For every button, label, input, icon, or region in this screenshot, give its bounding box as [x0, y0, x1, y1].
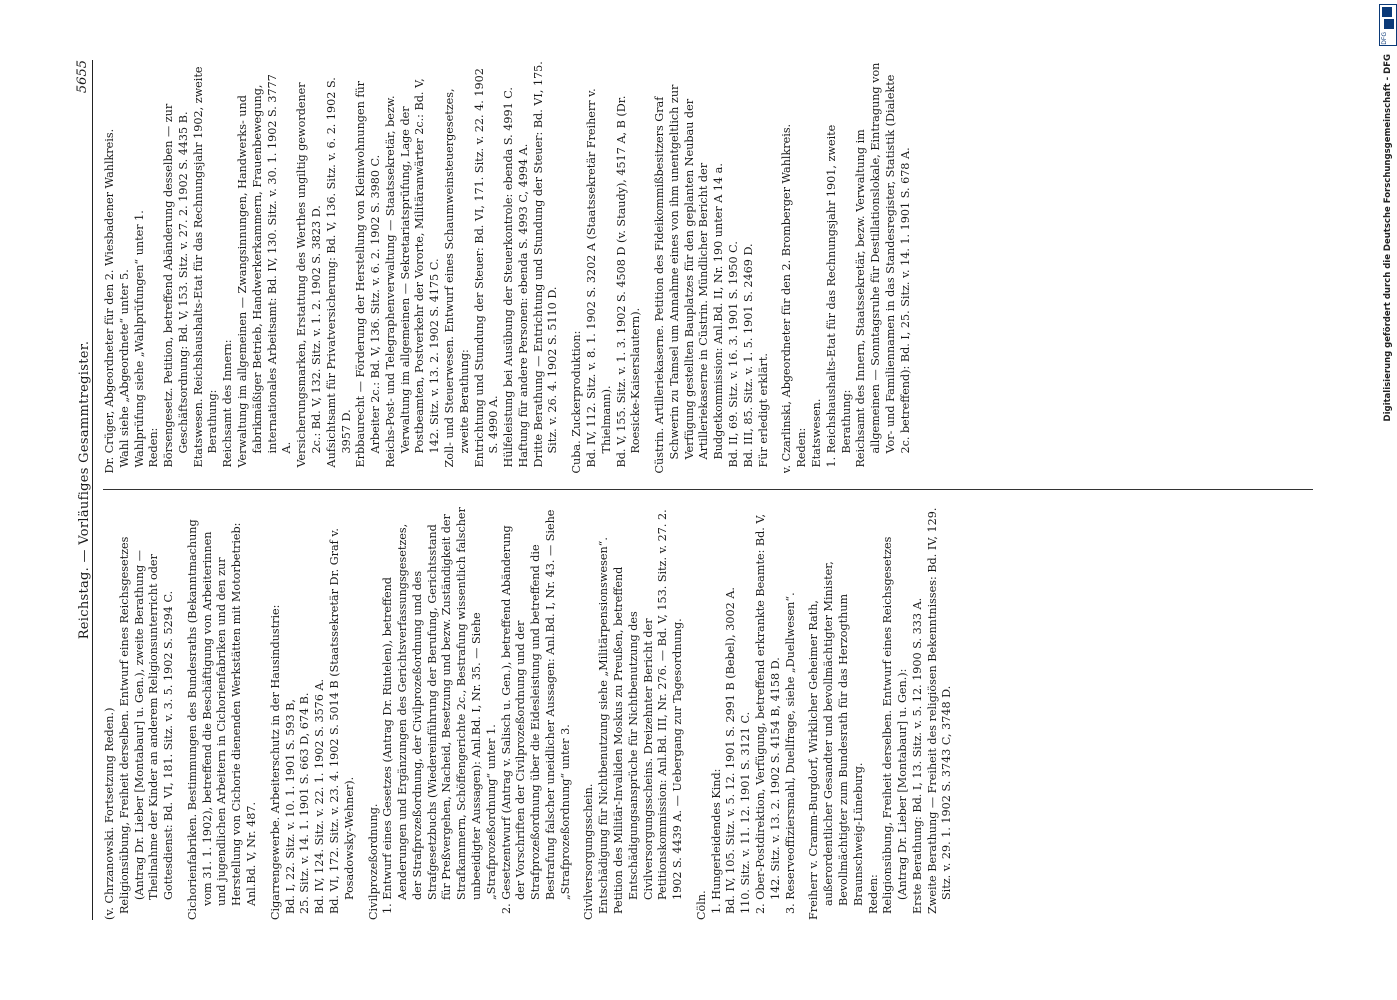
entry-line: Bd. I, 22. Sitz. v. 10. 1. 1901 S. 593 B,: [283, 699, 297, 914]
entry-line: Bd. V, 155. Sitz. v. 1. 3. 1902 S. 4508 D (v. Staudy), 4517 A, B (Dr. Roesicke-Kaiserslautern).: [614, 95, 643, 468]
entry-line: Reden:: [147, 427, 161, 468]
page-header: [70, 60, 93, 920]
entry-line: Reden:: [866, 874, 880, 914]
entry-line: Bd. IV, 112. Sitz. v. 8. 1. 1902 S. 3202 A (Staatssekretär Freiherr v. Thielmann).: [585, 88, 613, 468]
entry-heading-line: (v. Chrzanowski. Fortsetzung Reden.): [103, 707, 116, 920]
entry-line: Bd. IV, 124. Sitz. v. 22. 1. 1902 S. 3576 A.: [313, 678, 327, 914]
page-number: 5655: [75, 60, 90, 94]
entry-line: Für erledigt erklärt.: [756, 353, 770, 468]
entry-line: Religionsübung, Freiheit derselben. Entwurf eines Reichsgesetzes (Antrag Dr. Lieber [Montabaur] u. Gen.), zweite Berathung — Theilnahme der Kinder an anderem Religionsunterricht oder Gottesdienst: Bd. VI, 181. Sitz. v. 3. 5. 1902 S. 5294 C.: [117, 536, 176, 914]
dfg-credit-text: Digitalisierung gefördert durch die Deutsche Forschungsgemeinschaft - DFG: [1383, 54, 1393, 422]
entry-line: 3. Reserveoffiziersmahl, Duellfrage, siehe „Duellwesen“.: [783, 592, 797, 914]
entry-line: Verwaltung im allgemeinen — Zwangsinnungen, Handwerks- und fabrikmäßiger Betrieb, Handwerkerkammern, Frauenbewegung, internationales Arbeitsamt: Bd. IV, 130. Sitz. v. 30. 1. 1902 S. 3777 A.: [236, 74, 294, 468]
entry-line: Bd. III, 85. Sitz. v. 1. 5. 1901 S. 2469 D.: [741, 243, 755, 468]
entry-heading-line: Cichorienfabriken. Bestimmungen des Bundesraths (Bekanntmachung vom 31. 1. 1902), betreffend die Beschäftigung von Arbeiterinnen und jugendlichen Arbeitern in Cichorienfabriken und den zur Herstellung von Cichorie dienenden Werkstätten mit Motorbetrieb: Anl.Bd. V, Nr. 487.: [185, 519, 259, 920]
entry-line: Börsengesetz. Petition, betreffend Abänderung desselben — zur Geschäftsordnung: Bd. V, 153. Sitz. v. 27. 2. 1902 S. 4435 B.: [162, 103, 190, 468]
entry-line: Zoll- und Steuerwesen. Entwurf eines Schaumweinsteuergesetzes, zweite Berathung:: [442, 88, 471, 468]
dfg-logo-text: DFG: [1381, 32, 1388, 45]
entry-line: 2. Ober-Postdirektion, Verfügung, betreffend erkrankte Beamte: Bd. V, 142. Sitz. v. 13. 2. 1902 S. 4154 B, 4158 D.: [754, 513, 782, 914]
entry-line: Bd. IV, 105. Sitz. v. 5. 12. 1901 S. 2991 B (Bebel), 3002 A.: [724, 587, 738, 914]
register-entry: [653, 60, 771, 474]
register-entry: [780, 60, 913, 474]
register-entry: [570, 60, 644, 474]
entry-line: Petition des Militär-Invaliden Moskus zu Preußen, betreffend Entschädigungsansprüche für Nichtbenutzung des Civilversorgungsscheins. Dreizehnter Bericht der Petitionskommission: Anl.Bd. III, Nr. 276. — Bd. V, 153. Sitz. v. 27. 2. 1902 S. 4439 A. — Uebergang zur Tagesordnung.: [612, 509, 685, 914]
entry-line: Religionsübung, Freiheit derselben. Entwurf eines Reichsgesetzes (Antrag Dr. Lieber [Montabaur] u. Gen.):: [881, 536, 910, 914]
entry-line: Entrichtung und Stundung der Steuer: Bd. VI, 171. Sitz. v. 22. 4. 1902 S. 4990 A.: [472, 68, 501, 468]
register-entry: [269, 507, 358, 921]
entry-line: Hülfeleistung bei Ausübung der Steuerkontrole: ebenda S. 4991 C.: [502, 87, 516, 468]
entry-line: 1. Entwurf eines Gesetzes (Antrag Dr. Rintelen), betreffend Aenderungen und Ergänzungen des Gerichtsverfassungsgesetzes, der Strafprozeßordnung, der Civilprozeßordnung und des Strafgesetzbuchs (Wiedereinführung der Berufung, Gerichtsstand für Preßvergehen, Nacheid, Besetzung und bezw. Zuständigkeit der Strafkammern, Schöffengerichte 2c., Bestrafung wissentlich falscher unbeeidigter Aussagen): Anl.Bd. I, Nr. 35. — Siehe „Strafprozeßordnung“ unter 1.: [381, 507, 498, 914]
entry-line: Erste Berathung: Bd. I, 13. Sitz. v. 5. 12. 1900 S. 333 A.: [910, 597, 924, 914]
entry-line: 110. Sitz. v. 11. 12. 1901 S. 3121 C.: [739, 711, 753, 914]
entry-heading-line: Cöln.: [694, 890, 708, 920]
entry-line: Reden:: [795, 427, 809, 468]
entry-heading-line: Cüstrin. Artilleriekaserne. Petition des Fideikommißbesitzers Graf Schwerin zu Tamsel um Annahme eines von ihm unentgeltlich zur Verfügung gestellten Bauplatzes für den geplanten Neubau der Artilleriekaserne in Cüstrin. Mündlicher Bericht der Budgetkommission: Anl.Bd. II, Nr. 190 unter A 14 a.: [653, 84, 726, 474]
dfg-logo-block: [1384, 19, 1394, 29]
entry-heading-line: Dr. Crüger, Abgeordneter für den 2. Wiesbadener Wahlkreis.: [103, 128, 116, 474]
entry-line: Dritte Berathung — Entrichtung und Stundung der Steuer: Bd. VI, 175. Sitz. v. 26. 4. 1902 S. 5110 D.: [531, 61, 560, 468]
entry-line: 25. Sitz. v. 14. 1. 1901 S. 663 D, 674 B.: [298, 692, 312, 914]
text-columns: [103, 60, 1313, 920]
dfg-logo-block: [1382, 7, 1392, 17]
entry-line: Bd. VI, 172. Sitz. v. 23. 4. 1902 S. 5014 B (Staatssekretär Dr. Graf v. Posadowsky-Wehner).: [327, 528, 356, 914]
entry-line: 1. Hungerleidendes Kind:: [709, 768, 723, 914]
entry-line: Entschädigung für Nichtbenutzung siehe „Militärpensionswesen“.: [597, 537, 611, 914]
entry-line: Haftung für andere Personen: ebenda S. 4993 C, 4994 A.: [516, 143, 530, 468]
entry-line: Reichsamt des Innern:: [221, 339, 235, 468]
column-divider: [103, 490, 1313, 491]
entry-line: Wahlprüfung siehe „Wahlprüfungen“ unter 1.: [132, 210, 146, 468]
dfg-sidebar: [1379, 0, 1397, 1000]
entry-line: Etatswesen. Reichshaushalts-Etat für das Rechnungsjahr 1902, zweite Berathung:: [191, 66, 220, 468]
entry-line: Aufsichtsamt für Privatversicherung: Bd. V, 136. Sitz. v. 6. 2. 1902 S. 3957 D.: [324, 77, 353, 468]
entry-line: Reichsamt des Innern, Staatssekretär, bezw. Verwaltung im allgemeinen — Sonntagsruhe für Destillationslokale, Eintragung von Vor- und Familiennamen in das Standesregister, Statistik (Dialekte 2c. betreffend): Bd. I, 25. Sitz. v. 14. 1. 1901 S. 678 A.: [854, 62, 912, 468]
entry-heading-line: Cigarrengewerbe. Arbeiterschutz in der Hausindustrie:: [268, 604, 282, 920]
entry-line: 1. Reichshaushalts-Etat für das Rechnungsjahr 1901, zweite Berathung:: [824, 124, 853, 468]
entry-heading-line: Freiherr v. Cramm-Burgdorf, Wirklicher Geheimer Rath, außerordentlicher Gesandter und bevollmächtigter Minister, Bevollmächtigter zum Bundesrath für das Herzogthum Braunschweig-Lüneburg.: [807, 561, 865, 920]
entry-heading-line: Civilprozeßordnung.: [366, 803, 380, 920]
entry-line: Etatswesen.: [809, 398, 823, 468]
register-entry: [103, 507, 177, 921]
right-column: [103, 60, 1313, 474]
entry-line: Versicherungsmarken, Erstattung des Werthes ungiltig gewordener 2c.: Bd. V, 132. Sitz. v. 1. 2. 1902 S. 3823 D.: [295, 82, 323, 468]
entry-heading-line: Civilversorgungsschein.: [582, 783, 596, 920]
register-entry: [695, 507, 798, 921]
entry-line: Zweite Berathung — Freiheit des religiösen Bekenntnisses: Bd. IV, 129. Sitz. v. 29. 1. 1902 S. 3743 C, 3748 D.: [925, 507, 954, 914]
entry-line: Reichs-Post- und Telegraphenverwaltung — Staatssekretär, bezw. Verwaltung im allgemeinen — Sekretariatsprüfung, Lage der Postbeamten, Postverkehr der Vororte, Militäranwärter 2c.: Bd. V, 142. Sitz. v. 13. 2. 1902 S. 4175 C.: [383, 78, 442, 468]
entry-line: Wahl siehe „Abgeordnete“ unter 5.: [117, 269, 131, 468]
register-entry: [367, 507, 574, 921]
entry-heading-line: Cuba. Zuckerproduktion:: [570, 330, 584, 474]
register-entry: [807, 507, 955, 921]
entry-line: 2. Gesetzentwurf (Antrag v. Salisch u. Gen.), betreffend Abänderung der Vorschriften der Civilprozeßordnung und der Strafprozeßordnung über die Eidesleistung und betreffend die Bestrafung falscher uneidlicher Aussagen: Anl.Bd. I, Nr. 43. — Siehe „Strafprozeßordnung“ unter 3.: [499, 509, 572, 914]
left-column: [103, 507, 1313, 921]
entry-line: Erbbaurecht — Förderung der Herstellung von Kleinwohnungen für Arbeiter 2c.: Bd. V, 136. Sitz. v. 6. 2. 1902 S. 3980 C.: [354, 80, 383, 468]
entry-line: Bd. II, 69. Sitz. v. 16. 3. 1901 S. 1950 C.: [727, 241, 741, 468]
register-entry: [186, 507, 260, 921]
register-entry: [582, 507, 685, 921]
entry-heading-line: v. Czarlinski, Abgeordneter für den 2. Bromberger Wahlkreis.: [780, 123, 794, 474]
dfg-logo: [1379, 4, 1397, 46]
register-entry: [103, 60, 561, 474]
running-title: Reichstag. — Vorläufiges Gesammtregister.: [77, 340, 92, 640]
